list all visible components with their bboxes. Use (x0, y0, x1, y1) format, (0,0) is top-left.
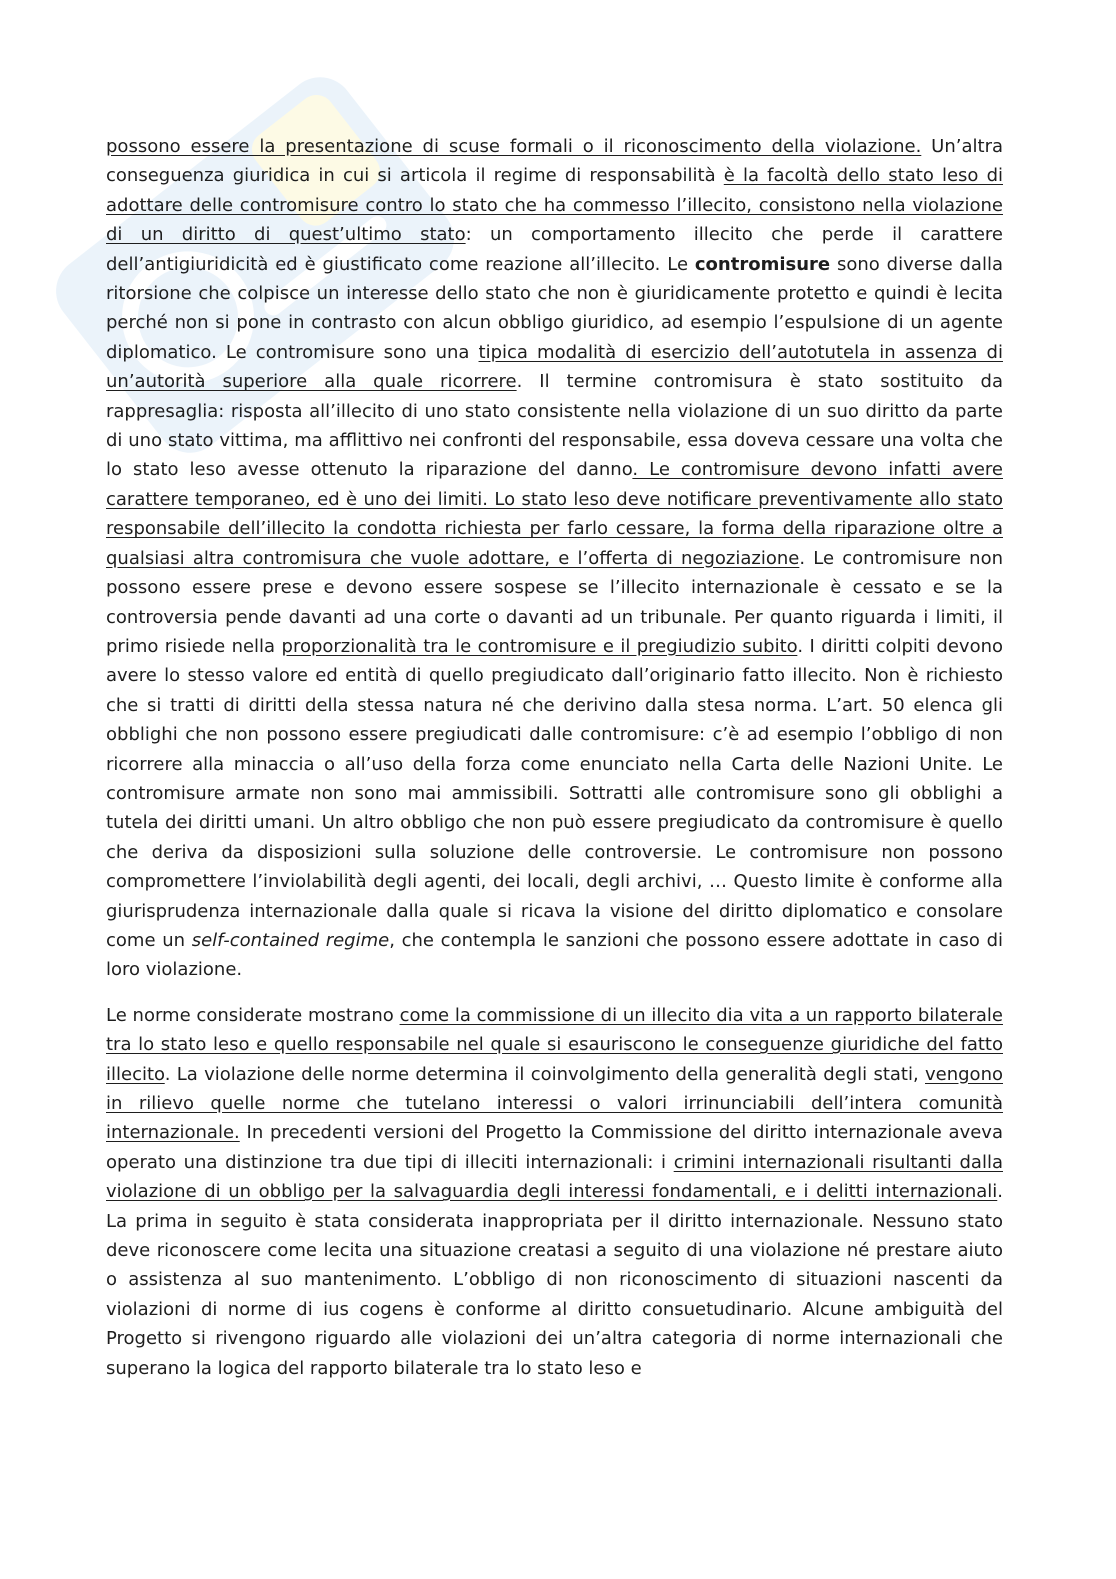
text-run: In precedenti versioni del Progetto la Commissione del diritto internazionale aveva operato una distinzione tra due tipi di illeciti internazionali: i (106, 1122, 1003, 1173)
text-run: . I diritti colpiti devono avere lo stesso valore ed entità di quello pregiudicato dall’originario fatto illecito. Non è richiesto che si tratti di diritti della stessa natura né che derivino dalla stesa norma. L’art. 50 elenca gli obblighi che non possono essere pregiudicati dalle contromisure: c’è ad esempio l’obbligo di non ricorrere alla minaccia o all’uso della forza come enunciato nella Carta delle Nazioni Unite. Le contromisure armate non sono mai ammissibili. Sottratti alle contromisure sono gli obblighi a tutela dei diritti umani. Un altro obbligo che non può essere pregiudicato da contromisure è quello che deriva da disposizioni sulla soluzione delle controversie. Le contromisure non possono compromettere l’inviolabilità degli agenti, dei locali, degli archivi, … Questo limite è conforme alla giurisprudenza internazionale dalla quale si ricava la visione del diritto diplomatico e consolare come un (106, 635, 1003, 951)
paragraph-1 (106, 132, 1003, 985)
text-run: : un comportamento illecito che perde il carattere dell’antigiuridicità ed è giustificato come reazione all’illecito. Le (106, 224, 1003, 275)
paragraph-2 (106, 1001, 1003, 1383)
underlined-text: come la commissione di un illecito dia vita a un rapporto bilaterale tra lo stato leso e quello responsabile nel quale si esauriscono le conseguenze giuridiche del fatto illecito (106, 1004, 1003, 1085)
text-run: Le norme considerate mostrano (106, 1004, 400, 1026)
text-run: sono diverse dalla ritorsione che colpisce un interesse dello stato che non è giuridicamente protetto e quindi è lecita perché non si pone in contrasto con alcun obbligo giuridico, ad esempio l’espulsione di un agente diplomatico. Le contromisure sono una (106, 253, 1003, 363)
bold-term: contromisure (694, 253, 831, 275)
text-run: . La violazione delle norme determina il coinvolgimento della generalità degli stati, (164, 1063, 925, 1085)
underlined-text: è la facoltà dello stato leso di adottare delle contromisure contro lo stato che ha commesso l’illecito, consistono nella violazione di un diritto di quest’ultimo stato (106, 165, 1003, 246)
italic-text: self-contained regime (191, 929, 390, 951)
text-run: . La prima in seguito è stata considerata inappropriata per il diritto internazionale. Nessuno stato deve riconoscere come lecita una situazione creatasi a seguito di una violazione né prestare aiuto o assistenza al suo mantenimento. L’obbligo di non riconoscimento di situazioni nascenti da violazioni di norme di ius cogens è conforme al diritto consuetudinario. Alcune ambiguità del Progetto si rivengono riguardo alle violazioni dei un’altra categoria di norme internazionali che superano la logica del rapporto bilaterale tra lo stato leso e (106, 1181, 1003, 1379)
underlined-text: vengono in rilievo quelle norme che tutelano interessi o valori irrinunciabili dell’intera comunità internazionale. (106, 1063, 1003, 1144)
text-run: Un’altra conseguenza giuridica in cui si articola il regime di responsabilità (106, 136, 1004, 187)
text-run: . Il termine contromisura è stato sostituito da rappresaglia: risposta all’illecito di uno stato consistente nella violazione di un suo diritto da parte di uno stato vittima, ma afflittivo nei confronti del responsabile, essa doveva cessare una volta che lo stato leso avesse ottenuto la riparazione del danno (106, 371, 1003, 481)
underlined-text: tipica modalità di esercizio dell’autotutela in assenza di un’autorità superiore alla quale ricorrere (106, 341, 1003, 393)
underlined-text: . Le contromisure devono infatti avere carattere temporaneo, ed è uno dei limiti. Lo stato leso deve notificare preventivamente allo stato responsabile dell’illecito la condotta richiesta per farlo cessare, la forma della riparazione oltre a qualsiasi altra contromisura che vuole adottare, e l’offerta di negoziazione (106, 459, 1003, 569)
text-run: . Le contromisure non possono essere prese e devono essere sospese se l’illecito internazionale è cessato e se la controversia pende davanti ad una corte o davanti ad un tribunale. Per quanto riguarda i limiti, il primo risiede nella (106, 547, 1003, 657)
underlined-text: possono essere la presentazione di scuse formali o il riconoscimento della violazione. (106, 136, 922, 157)
underlined-text: proporzionalità tra le contromisure e il pregiudizio subito (281, 635, 798, 657)
document-page (106, 132, 1003, 1383)
underlined-text: crimini internazionali risultanti dalla violazione di un obbligo per la salvaguardia degli interessi fondamentali, e i delitti internazionali (106, 1151, 1003, 1203)
text-run: , che contempla le sanzioni che possono essere adottate in caso di loro violazione. (106, 929, 1003, 981)
